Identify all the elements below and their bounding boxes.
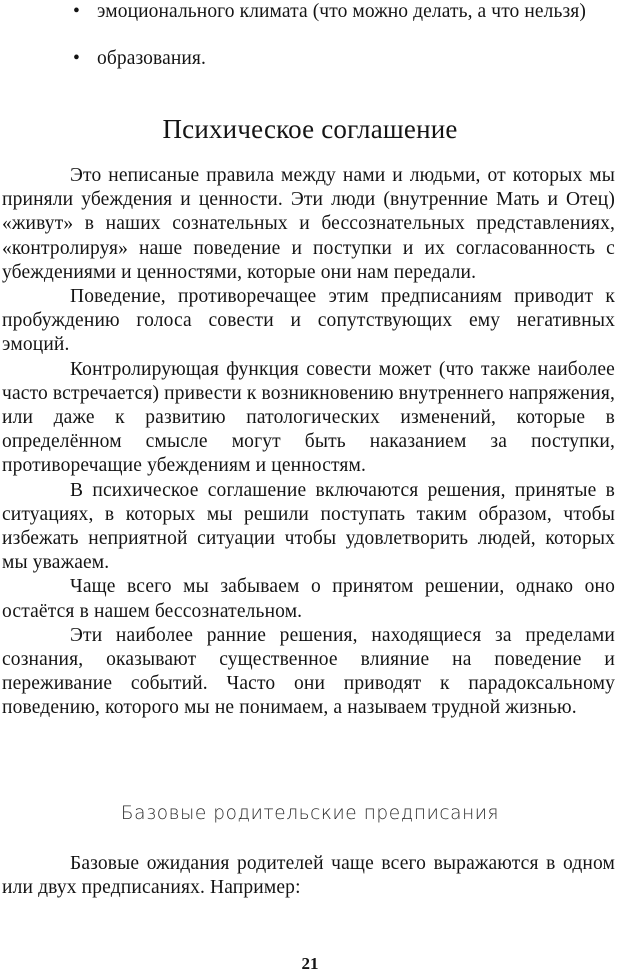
section-title: Психическое соглашение bbox=[162, 114, 458, 144]
paragraph: Базовые ожидания родителей чаще всего выражаются в одном или двух предписаниях. Например: bbox=[2, 853, 615, 899]
paragraph: Это неписаные правила между нами и людьми, от которых мы приняли убеждения и ценности. Эти люди (внутренние Мать и Отец) «живут» в наших сознательных и бессознательных представлениях, «контролируя» наше поведение и поступки и их согласованность с убеждениями и ценностями, которые они нам передали. bbox=[2, 165, 615, 283]
bullet-marker: • bbox=[73, 1, 80, 22]
section-body bbox=[2, 164, 615, 721]
bullet-text: эмоционального климата (что можно делать, а что нельзя) bbox=[97, 1, 586, 22]
paragraph: Поведение, противоречащее этим предписаниям приводит к пробуждению голоса совести и сопутствующих ему негативных эмоций. bbox=[2, 286, 615, 356]
subsection-body bbox=[2, 852, 615, 900]
bullet-item bbox=[73, 0, 618, 24]
page-number: 21 bbox=[301, 954, 319, 973]
bullet-marker: • bbox=[73, 48, 80, 69]
paragraph: Эти наиболее ранние решения, находящиеся за пределами сознания, оказывают существенное влияние на поведение и переживание событий. Часто они приводят к парадоксальному поведению, которого мы не понимаем, а называем трудной жизнью. bbox=[2, 624, 615, 719]
subsection-title: Базовые родительские предписания bbox=[120, 803, 500, 824]
paragraph: В психическое соглашение включаются решения, принятые в ситуациях, в которых мы решили поступать таким образом, чтобы избежать неприятной ситуации чтобы удовлетворить людей, которых мы уважаем. bbox=[2, 479, 615, 574]
bullet-text: образования. bbox=[97, 48, 206, 69]
paragraph: Контролирующая функция совести может (что также наиболее часто встречается) привести к возникновению внутреннего напряжения, или даже к развитию патологических изменений, которые в определённом смысле могут быть наказанием за поступки, противоречащие убеждениям и ценностям. bbox=[2, 358, 615, 477]
bullet-item bbox=[73, 47, 618, 71]
paragraph: Чаще всего мы забываем о принятом решении, однако оно остаётся в нашем бессознательном. bbox=[2, 576, 615, 622]
